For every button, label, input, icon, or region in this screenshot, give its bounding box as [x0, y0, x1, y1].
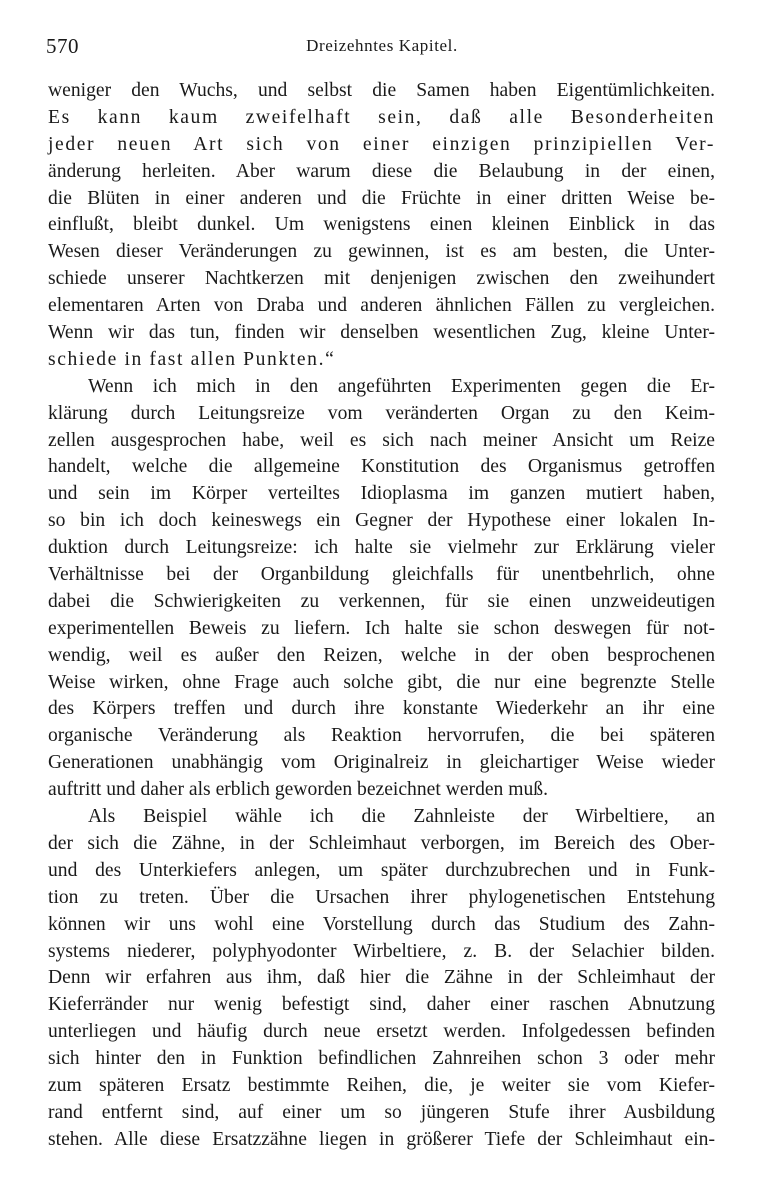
text-line: stehen. Alle diese Ersatzzähne liegen in größerer Tiefe der Schleimhaut ein- — [48, 1128, 715, 1150]
text-line: die Blüten in einer anderen und die Früchte in einer dritten Weise be- — [48, 187, 715, 209]
text-line: zellen ausgesprochen habe, weil es sich nach meiner Ansicht um Reize — [48, 429, 715, 451]
text-line: dabei die Schwierigkeiten zu verkennen, für sie einen unzweideutigen — [48, 590, 715, 612]
page-number: 570 — [46, 34, 79, 58]
text-line: handelt, welche die allgemeine Konstitution des Organismus getroffen — [48, 456, 715, 478]
text-line: Es kann kaum zweifelhaft sein, daß alle Besonderheiten — [48, 106, 715, 128]
text-line: unterliegen und häufig durch neue ersetzt werden. Infolgedessen befinden — [48, 1021, 715, 1043]
text-line: so bin ich doch keineswegs ein Gegner der Hypothese einer lokalen In- — [48, 510, 715, 532]
text-line: der sich die Zähne, in der Schleimhaut verborgen, im Bereich des Ober- — [48, 832, 715, 854]
text-line: und sein im Körper verteiltes Idioplasma im ganzen mutiert haben, — [48, 483, 715, 505]
text-line: elementaren Arten von Draba und anderen ähnlichen Fällen zu vergleichen. — [48, 295, 715, 317]
text-line: tion zu treten. Über die Ursachen ihrer phylogenetischen Entstehung — [48, 886, 715, 908]
text-line: zum späteren Ersatz bestimmte Reihen, die, je weiter sie vom Kiefer- — [48, 1074, 715, 1096]
text-line: Verhältnisse bei der Organbildung gleichfalls für unentbehrlich, ohne — [48, 564, 715, 586]
text-line: wendig, weil es außer den Reizen, welche in der oben besprochenen — [48, 644, 715, 666]
text-line: schiede in fast allen Punkten.“ — [48, 348, 336, 370]
text-line: des Körpers treffen und durch ihre konstante Wiederkehr an ihr eine — [48, 698, 715, 720]
body-text — [48, 78, 715, 1154]
text-line: Weise wirken, ohne Frage auch solche gibt, die nur eine begrenzte Stelle — [48, 671, 715, 693]
text-line: Wenn wir das tun, finden wir denselben wesentlichen Zug, kleine Unter- — [48, 322, 715, 344]
text-line: Generationen unabhängig vom Originalreiz in gleichartiger Weise wieder — [48, 752, 715, 774]
text-line: auftritt und daher als erblich geworden bezeichnet werden muß. — [48, 779, 548, 801]
text-line: Kieferränder nur wenig befestigt sind, daher einer raschen Abnutzung — [48, 994, 715, 1016]
text-line: klärung durch Leitungsreize vom veränderten Organ zu den Keim- — [48, 402, 715, 424]
text-line: können wir uns wohl eine Vorstellung durch das Studium des Zahn- — [48, 913, 715, 935]
text-line: rand entfernt sind, auf einer um so jüngeren Stufe ihrer Ausbildung — [48, 1101, 715, 1123]
text-line: Als Beispiel wähle ich die Zahnleiste der Wirbeltiere, an — [88, 806, 715, 828]
text-line: Wesen dieser Veränderungen zu gewinnen, ist es am besten, die Unter- — [48, 241, 715, 263]
text-line: organische Veränderung als Reaktion hervorrufen, die bei späteren — [48, 725, 715, 747]
text-line: änderung herleiten. Aber warum diese die Belaubung in der einen, — [48, 160, 715, 182]
text-line: experimentellen Beweis zu liefern. Ich halte sie schon deswegen für not- — [48, 617, 715, 639]
text-line: Denn wir erfahren aus ihm, daß hier die Zähne in der Schleimhaut der — [48, 967, 715, 989]
text-line: einflußt, bleibt dunkel. Um wenigstens einen kleinen Einblick in das — [48, 214, 715, 236]
text-line: Wenn ich mich in den angeführten Experimenten gegen die Er- — [88, 375, 715, 397]
text-line: sich hinter den in Funktion befindlichen Zahnreihen schon 3 oder mehr — [48, 1048, 715, 1070]
text-line: systems niederer, polyphyodonter Wirbeltiere, z. B. der Selachier bilden. — [48, 940, 715, 962]
text-line: und des Unterkiefers anlegen, um später durchzubrechen und in Funk- — [48, 859, 715, 881]
text-line: schiede unserer Nachtkerzen mit denjenigen zwischen den zweihundert — [48, 268, 715, 290]
running-head — [46, 34, 718, 60]
text-line: weniger den Wuchs, und selbst die Samen haben Eigentümlichkeiten. — [48, 80, 715, 101]
chapter-title: Dreizehntes Kapitel. — [306, 36, 458, 55]
text-line: jeder neuen Art sich von einer einzigen prinzipiellen Ver- — [48, 133, 715, 155]
text-line: duktion durch Leitungsreize: ich halte sie vielmehr zur Erklärung vieler — [48, 537, 715, 559]
